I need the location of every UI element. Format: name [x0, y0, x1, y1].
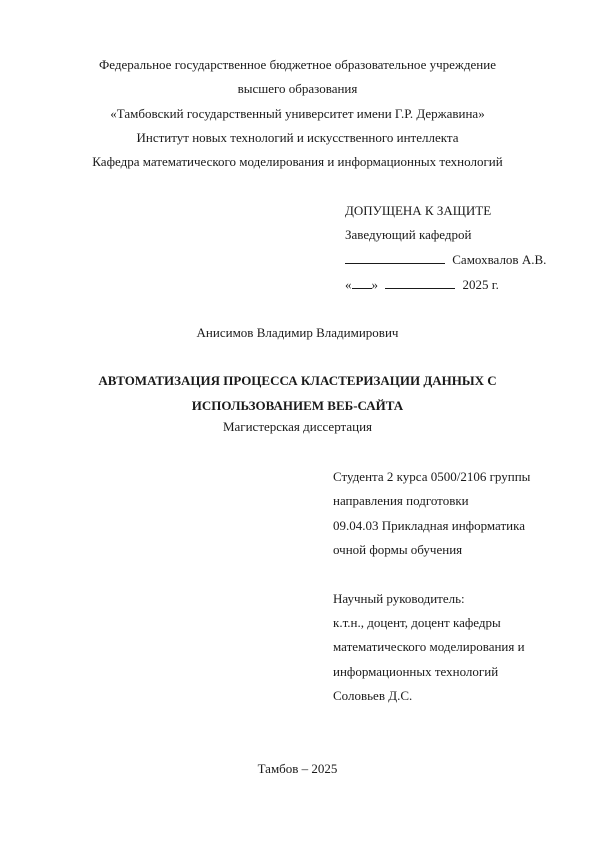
header-organization: Федеральное государственное бюджетное образовательное учреждение [99, 57, 496, 72]
student-line2: направления подготовки [333, 493, 469, 508]
day-underline [352, 276, 372, 289]
student-line3: 09.04.03 Прикладная информатика [333, 518, 525, 533]
approval-date-year: 2025 г. [462, 277, 499, 292]
date-quote-open: « [345, 277, 352, 292]
approval-position: Заведующий кафедрой [345, 227, 472, 242]
thesis-type: Магистерская диссертация [222, 419, 373, 434]
signature-underline [345, 251, 445, 264]
header-department: Кафедра математического моделирования и информационных технологий [92, 154, 503, 169]
supervisor-name: Соловьев Д.С. [333, 688, 413, 703]
author-name: Анисимов Владимир Владимирович [196, 325, 399, 340]
date-quote-close: » [371, 277, 378, 292]
month-underline [385, 276, 455, 289]
approval-signature-name: Самохвалов А.В. [452, 252, 547, 267]
footer-city-year: Тамбов – 2025 [257, 761, 338, 776]
supervisor-degree: к.т.н., доцент, доцент кафедры [333, 615, 501, 630]
header-university: «Тамбовский государственный университет имени Г.Р. Державина» [110, 106, 485, 121]
approval-signature-line [345, 251, 546, 268]
student-line1: Студента 2 курса 0500/2106 группы [333, 469, 531, 484]
thesis-title-line1: АВТОМАТИЗАЦИЯ ПРОЦЕССА КЛАСТЕРИЗАЦИИ ДАННЫХ С [98, 373, 497, 388]
student-line4: очной формы обучения [333, 542, 463, 557]
header-institute: Институт новых технологий и искусственного интеллекта [136, 130, 459, 145]
supervisor-label: Научный руководитель: [333, 591, 465, 606]
supervisor-department-line1: математического моделирования и [333, 639, 525, 654]
approval-date-line [345, 276, 499, 293]
header-education-level: высшего образования [237, 81, 358, 96]
approval-title: ДОПУЩЕНА К ЗАЩИТЕ [345, 203, 492, 218]
supervisor-department-line2: информационных технологий [333, 664, 499, 679]
thesis-title-line2: ИСПОЛЬЗОВАНИЕМ ВЕБ-САЙТА [191, 398, 404, 413]
